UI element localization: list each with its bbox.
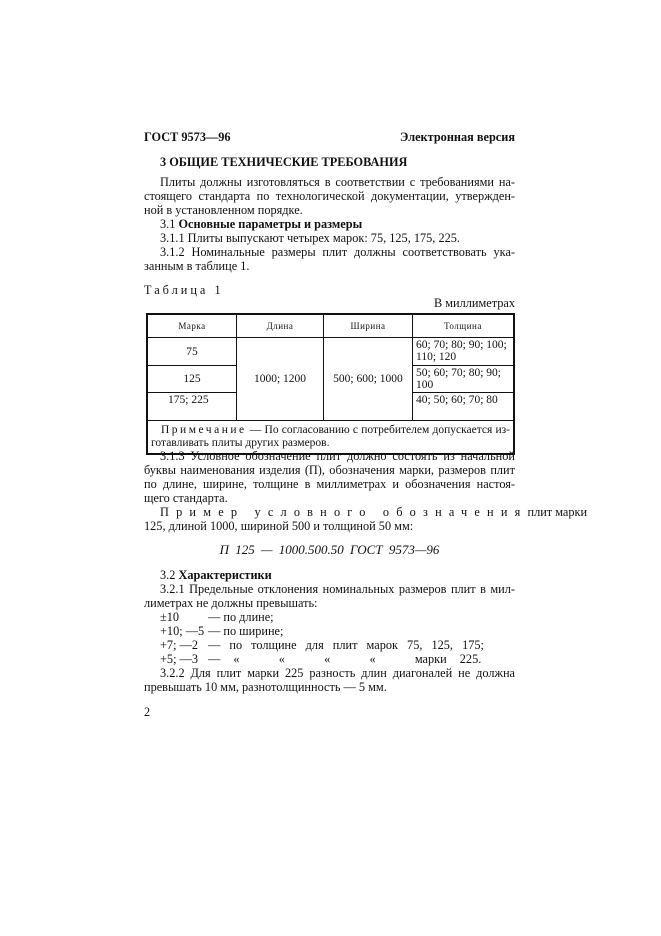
tolerance-item	[160, 638, 515, 652]
header-version: Электронная версия	[400, 130, 515, 144]
paragraph-line: превышать 10 мм, разнотолщинность — 5 мм.	[144, 680, 387, 694]
table-row	[147, 338, 514, 366]
header-cell: Ширина	[324, 314, 413, 338]
cell-mark: 125	[147, 366, 237, 393]
tolerance-desc: — по ширине;	[208, 624, 284, 638]
table-units: В миллиметрах	[433, 296, 515, 310]
example-label: Пример условного обозначения	[160, 505, 528, 519]
tolerance-desc: — по длине;	[208, 610, 274, 624]
subsection-3-1	[160, 217, 515, 231]
designation-formula: П 125 — 1000.500.50 ГОСТ 9573—96	[219, 542, 440, 557]
note-text: готавливать плиты других размеров.	[151, 437, 330, 449]
paragraph-line: буквы наименования изделия (П), обозначения марки, размеров плит	[144, 463, 515, 477]
note-text: — По согласованию с потребителем допускается из-	[246, 424, 510, 436]
tolerance-item	[160, 652, 515, 666]
paragraph-line: 3.1.2 Номинальные размеры плит должны соответствовать ука-	[160, 245, 515, 259]
subsection-number: 3.2	[160, 568, 176, 582]
subsection-title: Характеристики	[178, 568, 272, 582]
tolerance-value: +10; —5	[160, 624, 205, 638]
paragraph-line: щего стандарта.	[144, 491, 228, 505]
table-caption: Таблица 1	[144, 283, 224, 297]
example-line	[160, 505, 588, 519]
cell-thickness: 40; 50; 60; 70; 80	[413, 393, 515, 421]
paragraph-line: по длине, ширине, толщине в миллиметрах и обозначения настоя-	[144, 477, 515, 491]
tolerance-desc: — по толщине для плит марок 75, 125, 175;	[208, 638, 484, 652]
tolerance-item	[160, 624, 515, 638]
tolerance-value: +7; —2	[160, 638, 199, 652]
paragraph-line: Плиты должны изготовляться в соответствии с требованиями на-	[160, 175, 515, 189]
subsection-number: 3.1	[160, 217, 176, 231]
paragraph-line: стоящего стандарта по технологической документации, утвержден-	[144, 189, 515, 203]
subsection-3-2	[160, 568, 515, 582]
tolerance-desc: — « « « « марки 225.	[208, 652, 482, 666]
example-text: плит марки	[527, 505, 588, 519]
cell-mark: 175; 225	[147, 393, 237, 421]
paragraph-line: 3.2.2 Для плит марки 225 разность длин диагоналей не должна	[160, 666, 515, 680]
paragraph-line: 3.1.1 Плиты выпускают четырех марок: 75, 125, 175, 225.	[160, 231, 460, 245]
page-number: 2	[144, 705, 151, 719]
paragraph-line: занным в таблице 1.	[144, 259, 250, 273]
cell-width: 500; 600; 1000	[324, 338, 413, 421]
cell-mark: 75	[147, 338, 237, 366]
header-cell: Длина	[237, 314, 324, 338]
tolerance-value: ±10	[160, 610, 180, 624]
cell-length: 1000; 1200	[237, 338, 324, 421]
paragraph-line: 125, длиной 1000, шириной 500 и толщиной 50 мм:	[144, 519, 414, 533]
note-label: Примечание	[161, 424, 247, 436]
paragraph-line: ной в установленном порядке.	[144, 203, 303, 217]
paragraph-line: 3.2.1 Предельные отклонения номинальных размеров плит в мил-	[160, 582, 515, 596]
subsection-title: Основные параметры и размеры	[178, 217, 363, 231]
section-title: 3 ОБЩИЕ ТЕХНИЧЕСКИЕ ТРЕБОВАНИЯ	[160, 155, 408, 169]
header-standard: ГОСТ 9573—96	[144, 130, 231, 144]
cell-thickness: 50; 60; 70; 80; 90; 100	[413, 366, 515, 393]
tolerance-item	[160, 610, 515, 624]
header-cell: Толщина	[413, 314, 515, 338]
cell-thickness: 60; 70; 80; 90; 100; 110; 120	[413, 338, 515, 366]
header-cell: Марка	[147, 314, 237, 338]
paragraph-line: 3.1.3 Условное обозначение плит должно состоять из начальной	[160, 449, 515, 463]
paragraph-line: лиметрах не должны превышать:	[144, 596, 318, 610]
dimensions-table	[146, 313, 515, 455]
tolerance-value: +5; —3	[160, 652, 199, 666]
table-header-row	[147, 314, 514, 338]
